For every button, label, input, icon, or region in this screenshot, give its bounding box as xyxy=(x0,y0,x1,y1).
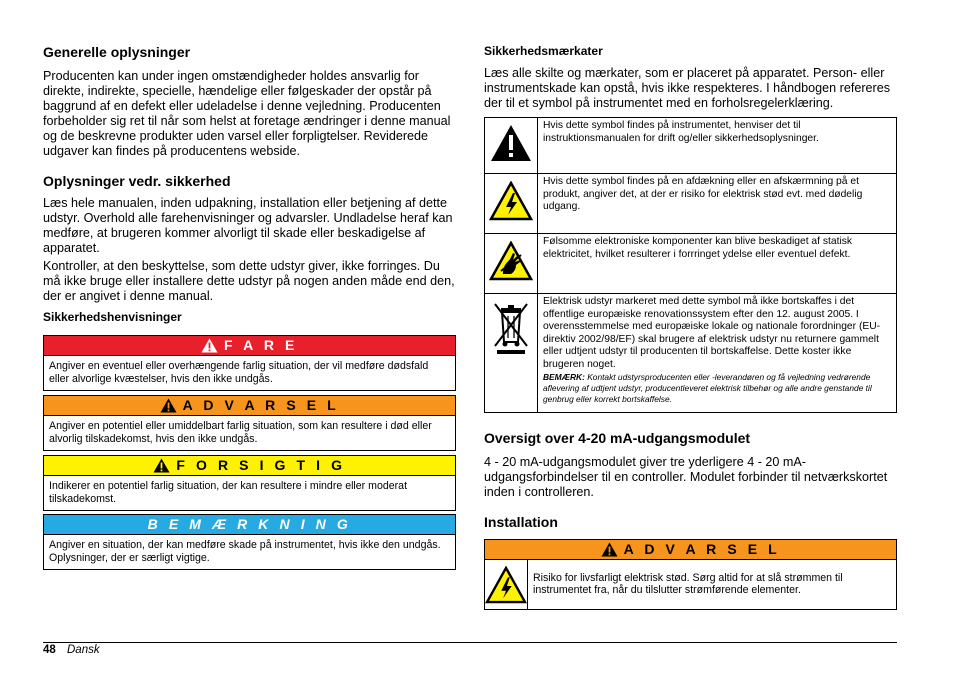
install-warning-box xyxy=(484,539,897,610)
warning-box xyxy=(43,395,456,451)
symbol-description: Hvis dette symbol findes på en afdækning eller en afskærmning på et produkt, angiver det, at der er risiko for elektrisk stød evt. med dødelig udgang. xyxy=(538,174,897,234)
symbol-row xyxy=(485,234,897,294)
hazard-info-heading: Sikkerhedshenvisninger xyxy=(43,310,182,324)
page-footer xyxy=(43,644,100,656)
warning-triangle-icon xyxy=(601,542,618,557)
danger-box xyxy=(43,335,456,391)
symbol-row xyxy=(485,174,897,234)
module-overview-heading: Oversigt over 4-20 mA-udgangsmodulet xyxy=(484,430,751,446)
module-overview-text: 4 - 20 mA-udgangsmodulet giver tre yderligere 4 - 20 mA-udgangsforbindelser til en controller. Modulet forbinder til netværkskortet inden i controlleren. xyxy=(484,455,888,499)
danger-label: F A R E xyxy=(224,337,298,353)
caution-text: Indikerer en potentiel farlig situation, der kan resultere i mindre eller moderat tilskadekomst. xyxy=(49,480,408,505)
safety-info-text-2: Kontroller, at den beskyttelse, som dette udstyr giver, ikke forringes. Du må ikke bruge eller installere dette udstyr på nogen anden måde end den, der er angivet i denne manual. xyxy=(43,259,455,303)
caution-label: F O R S I G T I G xyxy=(176,457,346,473)
symbol-description: Elektrisk udstyr markeret med dette symbol må ikke bortskaffes i det offentlige europæiske renovationssystem efter den 12. august 2005. I overensstemmelse med europæiske lokale og nationale forordninger (EU-direktiv 2002/98/EF) skal brugere af elektrisk udstyr nu returnere gammelt eller udtjent udstyr til producenten til bortskaffelse. Dette koster ikke brugeren noget. xyxy=(543,296,881,370)
general-info-text: Producenten kan under ingen omstændigheder holdes ansvarlig for direkte, indirekte, specielle, hændelige eller følgeskader der opstår på baggrund af en defekt eller udeladelse i denne vejledning. Producenten forbeholder sig ret til når som helst at foretage ændringer i denne manual og de beskrevne produkter uden varsel eller forpligtelser. Reviderede udgaver kan findes på producentens webside. xyxy=(43,69,451,158)
installation-heading: Installation xyxy=(484,514,558,530)
weee-note-label: BEMÆRK: xyxy=(543,371,585,382)
weee-note-text: Kontakt udstyrsproducenten eller -leverandøren og få vejledning vedrørende aflevering af udtjent udstyr, producentleveret elektrisk tilbehør og alle andre genstande til genbrug eller korrekt bortskaffelse. xyxy=(543,371,872,404)
symbol-description: Hvis dette symbol findes på instrumentet, henviser det til instruktionsmanualen for drift og/eller sikkerhedsoplysninger. xyxy=(538,118,897,174)
warning-triangle-icon xyxy=(153,458,170,473)
esd-icon xyxy=(489,241,533,281)
warning-label: A D V A R S E L xyxy=(182,397,340,413)
general-warning-icon xyxy=(489,123,533,163)
weee-note xyxy=(543,372,891,405)
notice-text: Angiver en situation, der kan medføre skade på instrumentet, hvis ikke den undgås. Oplysninger, der er særligt vigtige. xyxy=(49,539,441,564)
warning-text: Angiver en potentiel eller umiddelbart farlig situation, som kan resultere i død eller alvorlig tilskadekomst, hvis den ikke undgås. xyxy=(49,420,432,445)
caution-box xyxy=(43,455,456,511)
notice-label: B E M Æ R K N I N G xyxy=(147,516,352,532)
safety-info-text-1: Læs hele manualen, inden udpakning, installation eller betjening af dette udstyr. Overhold alle farehenvisninger og advarsler. Undladelse heraf kan medføre, at brugeren kommer alvorligt til skade eller beskadigelse af apparatet. xyxy=(43,196,453,255)
warning-triangle-icon xyxy=(160,398,177,413)
general-info-heading: Generelle oplysninger xyxy=(43,44,191,60)
safety-labels-text: Læs alle skilte og mærkater, som er placeret på apparatet. Person- eller instrumentskade kan opstå, hvis ikke respekteres. I håndbogen refereres der til et symbol på instrumentet med en forholsregelerklæring. xyxy=(484,66,891,110)
electrical-hazard-icon xyxy=(485,566,527,604)
electrical-hazard-icon xyxy=(489,181,533,221)
danger-text: Angiver en eventuel eller overhængende farlig situation, der vil medføre dødsfald eller alvorlige kvæstelser, hvis den ikke undgås. xyxy=(49,360,429,385)
weee-bin-icon xyxy=(489,300,533,356)
footer-language: Dansk xyxy=(67,644,100,656)
symbol-table xyxy=(484,117,897,413)
install-warning-label: A D V A R S E L xyxy=(623,541,781,557)
footer-divider xyxy=(43,642,897,643)
symbol-row xyxy=(485,294,897,413)
safety-info-heading: Oplysninger vedr. sikkerhed xyxy=(43,173,231,189)
notice-box xyxy=(43,514,456,570)
symbol-description: Følsomme elektroniske komponenter kan blive beskadiget af statisk elektricitet, hvilket resulterer i forrringet ydelse eller eventuel defekt. xyxy=(538,234,897,294)
safety-labels-heading: Sikkerhedsmærkater xyxy=(484,44,603,58)
warning-triangle-icon xyxy=(201,338,218,353)
symbol-row xyxy=(485,118,897,174)
install-warning-text: Risiko for livsfarligt elektrisk stød. Sørg altid for at slå strømmen til instrumentet fra, når du tilslutter strømførende elementer. xyxy=(533,571,843,596)
page-number: 48 xyxy=(43,644,56,656)
